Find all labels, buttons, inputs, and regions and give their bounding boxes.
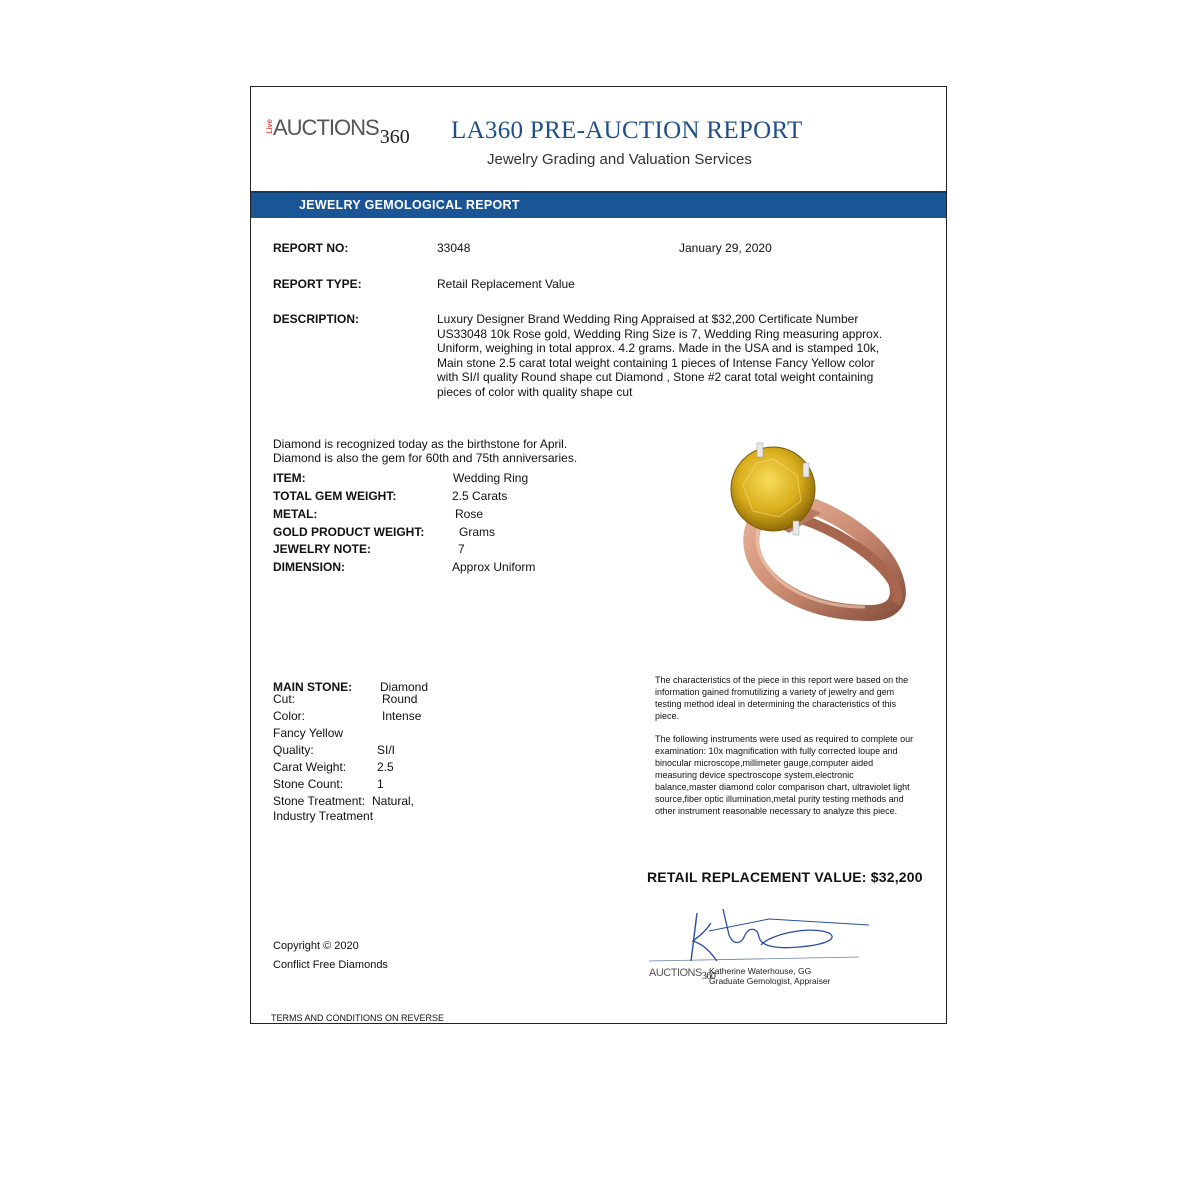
description-label: DESCRIPTION: — [273, 312, 360, 326]
signature-logo — [649, 967, 716, 982]
appraiser-name: Katherine Waterhouse, GG — [709, 966, 812, 976]
carat-label: Carat Weight: — [273, 760, 347, 774]
stone-count-value: 1 — [377, 777, 384, 791]
cut-value: Round — [382, 692, 418, 706]
report-subtitle: Jewelry Grading and Valuation Services — [487, 151, 752, 168]
report-title: LA360 PRE-AUCTION REPORT — [451, 117, 803, 144]
logo-number: 360 — [379, 126, 410, 148]
spec-row — [273, 507, 484, 521]
report-date: January 29, 2020 — [679, 241, 772, 255]
spec-row — [273, 471, 529, 485]
color-value-2: Fancy Yellow — [273, 726, 344, 740]
notes-paragraph-1: The characteristics of the piece in this report were based on the information gained fromutilizing a variety of jewelry and gem testing method ideal in determining the characteristics of this piece. — [655, 675, 909, 721]
spec-value: Approx Uniform — [452, 560, 536, 574]
spec-row — [273, 542, 465, 556]
report-type-value: Retail Replacement Value — [437, 277, 575, 291]
ring-image — [669, 435, 909, 625]
treatment-value: Natural, — [372, 794, 415, 808]
birthstone-line-1: Diamond is recognized today as the birthstone for April. — [273, 437, 568, 451]
section-band — [251, 191, 946, 218]
appraiser-title: Graduate Gemologist, Appraiser — [709, 976, 831, 986]
spec-label: JEWELRY NOTE: — [273, 542, 372, 556]
quality-value: SI/I — [377, 743, 396, 757]
logo-live-text: Live — [265, 119, 274, 134]
birthstone-note — [273, 437, 577, 465]
spec-value: 2.5 Carats — [452, 489, 508, 503]
appraiser-signature — [649, 905, 869, 965]
spec-value: Grams — [459, 525, 495, 539]
color-label: Color: — [273, 709, 306, 723]
spec-label: DIMENSION: — [273, 560, 345, 574]
examination-notes — [655, 674, 917, 817]
treatment-value-2: Industry Treatment — [273, 809, 374, 823]
birthstone-line-2: Diamond is also the gem for 60th and 75th anniversaries. — [273, 451, 578, 465]
cut-label: Cut: — [273, 692, 296, 706]
main-stone-label: MAIN STONE: — [273, 680, 353, 694]
section-band-label: JEWELRY GEMOLOGICAL REPORT — [299, 198, 520, 212]
carat-value: 2.5 — [377, 760, 394, 774]
treatment-label: Stone Treatment: — [273, 794, 366, 808]
report-no-value: 33048 — [437, 241, 471, 255]
appraiser-block — [709, 966, 830, 986]
stone-count-label: Stone Count: — [273, 777, 344, 791]
spec-value: 7 — [458, 542, 465, 556]
report-sheet — [250, 86, 947, 1024]
spec-label: METAL: — [273, 507, 318, 521]
signature-logo-text: AUCTIONS — [649, 967, 702, 979]
signature-logo-number: 360 — [701, 971, 716, 982]
main-stone-value: Diamond — [380, 680, 429, 694]
terms-note: TERMS AND CONDITIONS ON REVERSE — [271, 1013, 445, 1023]
retail-replacement-value: RETAIL REPLACEMENT VALUE: $32,200 — [647, 869, 923, 885]
spec-row — [273, 560, 536, 574]
spec-row — [273, 525, 495, 539]
spec-label: TOTAL GEM WEIGHT: — [273, 489, 397, 503]
color-value: Intense — [382, 709, 422, 723]
spec-value: Rose — [455, 507, 484, 521]
conflict-free-note: Conflict Free Diamonds — [273, 959, 388, 971]
copyright: Copyright © 2020 — [273, 940, 359, 952]
spec-value: Wedding Ring — [453, 471, 529, 485]
logo-text: AUCTIONS — [273, 115, 379, 140]
auctions360-logo — [265, 115, 410, 148]
report-type-label: REPORT TYPE: — [273, 277, 362, 291]
description-value: Luxury Designer Brand Wedding Ring Appraised at $32,200 Certificate Number US33048 10k Rose gold, Wedding Ring Size is 7, Wedding Ring measuring approx. Uniform, weighing in total approx. 4.2 grams. Made in the USA and is stamped 10k, Main stone 2.5 carat total weight containing 1 pieces of Intense Fancy Yellow color with SI/I quality Round shape cut Diamond , Stone #2 carat total weight containing pieces of color with quality shape cut — [437, 312, 883, 399]
notes-paragraph-2: The following instruments were used as required to complete our examination: 10x magnification with fully corrected loupe and binocular microscope,millimeter gauge,computer aided measuring device spectroscope system,electronic balance,master diamond color comparison chart, ultraviolet light source,fiber optic illumination,metal purity testing methods and other instrument reasonable necessary to analyze this piece. — [655, 734, 914, 816]
spec-label: GOLD PRODUCT WEIGHT: — [273, 525, 425, 539]
spec-label: ITEM: — [273, 471, 306, 485]
report-no-label: REPORT NO: — [273, 241, 349, 255]
spec-row — [273, 489, 508, 503]
quality-label: Quality: — [273, 743, 314, 757]
